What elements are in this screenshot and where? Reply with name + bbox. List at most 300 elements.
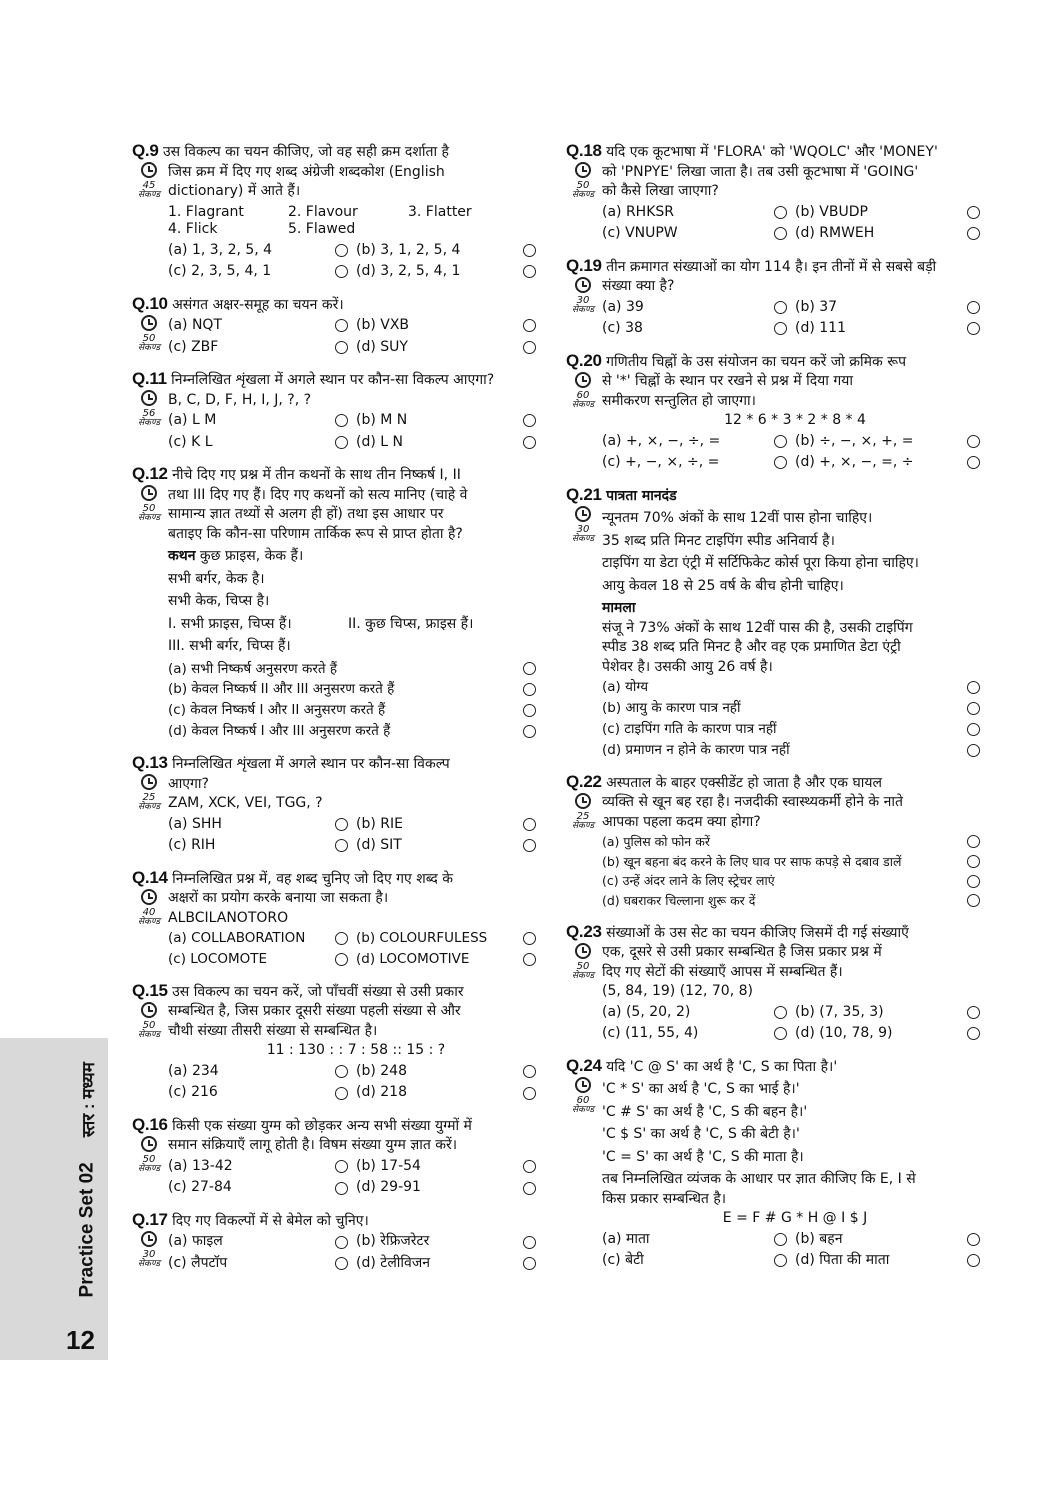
option-b-radio[interactable] xyxy=(523,414,536,427)
question-text: को कैसे लिखा जाएगा? xyxy=(602,183,719,199)
option-c: (c) RIH xyxy=(168,837,216,853)
question-number: Q.23 xyxy=(566,921,602,941)
option-b: (b) 248 xyxy=(356,1062,407,1079)
question-number: Q.19 xyxy=(566,255,602,275)
option-c: (c) लैपटॉप xyxy=(168,1254,228,1271)
question-number: Q.15 xyxy=(132,980,168,1000)
level-tab xyxy=(70,1040,106,1160)
option-b-radio[interactable] xyxy=(523,683,536,696)
option-d-radio[interactable] xyxy=(523,341,536,354)
level-label: स्तर : मध्यम xyxy=(78,1062,98,1138)
stopwatch-icon xyxy=(141,390,157,406)
option-c-radio[interactable] xyxy=(335,436,348,449)
question-text: अक्षरों का प्रयोग करके बनाया जा सकता है। xyxy=(168,890,389,906)
question-number: Q.17 xyxy=(132,1209,168,1229)
question-number: Q.9 xyxy=(132,141,159,160)
time-seconds: 30 xyxy=(576,294,590,306)
option-c: (c) VNUPW xyxy=(602,225,678,241)
option-d: (d) (10, 78, 9) xyxy=(795,1025,893,1041)
option-b: (b) M N xyxy=(356,412,408,428)
option-d: (d) 29-91 xyxy=(356,1179,421,1196)
option-d-radio[interactable] xyxy=(523,839,536,852)
options xyxy=(602,204,988,243)
option-b: (b) COLOURFULESS xyxy=(356,930,488,946)
option-b-radio[interactable] xyxy=(967,206,980,219)
question-text: सम्बन्धित है, जिस प्रकार दूसरी संख्या पहली संख्या से और xyxy=(168,1003,461,1020)
option-d-radio[interactable] xyxy=(523,953,536,966)
time-seconds: 50 xyxy=(142,1153,156,1165)
option-a-radio[interactable] xyxy=(967,681,980,694)
option-c-radio[interactable] xyxy=(335,953,348,966)
timer xyxy=(132,889,166,927)
time-seconds: 50 xyxy=(142,1019,156,1031)
option-d: (d) पिता की माता xyxy=(795,1252,890,1268)
time-seconds: 60 xyxy=(576,389,590,401)
stopwatch-icon xyxy=(575,506,591,522)
stopwatch-icon xyxy=(575,943,591,959)
option-b-radio[interactable] xyxy=(523,244,536,257)
option-a-radio[interactable] xyxy=(523,662,536,675)
stopwatch-icon xyxy=(575,793,591,809)
option-a: (a) पुलिस को फोन करें xyxy=(602,834,710,849)
question-24 xyxy=(566,1055,988,1270)
option-d: (d) RMWEH xyxy=(795,225,875,241)
question-text: किस प्रकार सम्बन्धित है। xyxy=(602,1190,727,1207)
option-c: (c) K L xyxy=(168,433,213,450)
option-d-radio[interactable] xyxy=(967,1254,980,1267)
question-16 xyxy=(132,1114,544,1197)
option-b: (b) (7, 35, 3) xyxy=(795,1003,884,1020)
stopwatch-icon xyxy=(575,372,591,388)
question-text: बताइए कि कौन-सा परिणाम तार्किक रूप से प्राप्त होता है? xyxy=(168,525,463,542)
option-d-radio[interactable] xyxy=(967,744,980,757)
option-b-radio[interactable] xyxy=(523,1160,536,1173)
option-a: (a) +, ×, −, ÷, = xyxy=(602,432,721,449)
option-d-radio[interactable] xyxy=(523,436,536,449)
timer xyxy=(566,943,600,981)
option-b: (b) बहन xyxy=(795,1230,843,1247)
word-item: 4. Flick xyxy=(168,221,218,237)
options xyxy=(168,930,544,968)
option-a: (a) SHH xyxy=(168,815,222,832)
question-text: एक, दूसरे से उसी प्रकार सम्बन्धित है जिस प्रकार प्रश्न में xyxy=(602,944,882,960)
question-13 xyxy=(132,752,544,855)
criterion: आयु केवल 18 से 25 वर्ष के बीच होनी चाहिए। xyxy=(602,577,844,594)
option-c: (c) 27-84 xyxy=(168,1179,232,1196)
word-item: 2. Flavour xyxy=(288,203,358,220)
option-b: (b) आयु के कारण पात्र नहीं xyxy=(602,699,741,716)
timer xyxy=(132,390,166,428)
statement-3: सभी केक, चिप्स है। xyxy=(168,593,270,609)
question-text: तथा III दिए गए हैं। दिए गए कथनों को सत्य मानिए (चाहे वे xyxy=(168,486,468,503)
criterion: 35 शब्द प्रति मिनट टाइपिंग स्पीड अनिवार्य है। xyxy=(602,532,835,549)
left-column xyxy=(132,140,544,1284)
question-number: Q.11 xyxy=(132,369,167,388)
question-text: चौथी संख्या तीसरी संख्या से सम्बन्धित है। xyxy=(168,1022,378,1039)
question-text: व्यक्ति से खून बह रहा है। नजदीकी स्वास्थ्यकर्मी होने के नाते xyxy=(602,794,904,810)
option-c: (c) टाइपिंग गति के कारण पात्र नहीं xyxy=(602,720,777,737)
option-b: (b) 37 xyxy=(795,298,838,315)
stopwatch-icon xyxy=(575,277,591,293)
question-text: आएगा? xyxy=(168,775,209,792)
stopwatch-icon xyxy=(575,162,591,178)
options xyxy=(168,412,544,451)
stopwatch-icon xyxy=(141,162,157,178)
option-d-radio[interactable] xyxy=(967,894,980,907)
options xyxy=(168,1063,544,1102)
option-a: (a) सभी निष्कर्ष अनुसरण करते हैं xyxy=(168,660,337,677)
option-c: (c) ZBF xyxy=(168,338,219,355)
question-22 xyxy=(566,771,988,909)
option-c-radio[interactable] xyxy=(335,341,348,354)
seconds-label: सेकण्ड xyxy=(137,190,161,200)
option-a: (a) L M xyxy=(168,412,217,428)
question-text: से '*' चिह्नों के स्थान पर रखने से प्रश्न में दिया गया xyxy=(602,373,853,389)
option-c-radio[interactable] xyxy=(967,875,980,888)
stopwatch-icon xyxy=(575,1077,591,1093)
letter-series: B, C, D, F, H, I, J, ?, ? xyxy=(168,391,312,408)
option-b-radio[interactable] xyxy=(967,301,980,314)
timer xyxy=(132,774,166,812)
options xyxy=(168,242,544,281)
option-c: (c) बेटी xyxy=(602,1252,644,1268)
question-21 xyxy=(566,484,988,759)
stopwatch-icon xyxy=(141,774,157,790)
option-a: (a) योग्य xyxy=(602,679,649,695)
seconds-label: सेकण्ड xyxy=(137,916,161,927)
option-b-radio[interactable] xyxy=(523,1236,536,1249)
option-d: (d) SIT xyxy=(356,837,402,853)
question-14 xyxy=(132,867,544,968)
option-b: (b) VXB xyxy=(356,317,410,333)
question-text: गणितीय चिह्नों के उस संयोजन का चयन करें जो क्रमिक रूप xyxy=(606,353,907,370)
criterion: टाइपिंग या डेटा एंट्री में सर्टिफिकेट कोर्स पूरा किया होना चाहिए। xyxy=(602,555,919,571)
expression: E = F # G * H @ I $ J xyxy=(722,1210,868,1226)
options xyxy=(602,834,988,909)
option-b-radio[interactable] xyxy=(967,435,980,448)
options xyxy=(602,1004,988,1043)
seconds-label: सेकण्ड xyxy=(137,513,161,523)
option-a-radio[interactable] xyxy=(967,835,980,848)
option-c-radio[interactable] xyxy=(335,265,348,278)
word-item: 3. Flatter xyxy=(408,203,472,220)
conclusion-3: III. सभी बर्गर, चिप्स हैं। xyxy=(168,638,291,654)
question-number: Q.10 xyxy=(132,293,168,313)
given-word: ALBCILANOTORO xyxy=(168,909,289,926)
time-seconds: 50 xyxy=(142,332,156,344)
conclusions xyxy=(168,616,544,634)
question-text: असंगत अक्षर-समूह का चयन करें। xyxy=(172,296,344,313)
options xyxy=(168,1158,544,1197)
timer xyxy=(132,485,166,523)
option-b: (b) VBUDP xyxy=(795,203,868,220)
time-seconds: 45 xyxy=(142,180,156,191)
option-b: (b) RIE xyxy=(356,815,403,832)
option-d-radio[interactable] xyxy=(523,1182,536,1195)
seconds-label: सेकण्ड xyxy=(137,1163,161,1174)
seconds-label: सेकण्ड xyxy=(137,418,161,428)
word-list xyxy=(168,204,544,239)
time-seconds: 60 xyxy=(576,1094,590,1106)
option-b-radio[interactable] xyxy=(967,855,980,868)
option-a-radio[interactable] xyxy=(774,206,787,219)
option-a: (a) COLLABORATION xyxy=(168,930,306,946)
options xyxy=(168,317,544,356)
option-d: (d) टेलीविजन xyxy=(356,1254,431,1271)
option-a: (a) 39 xyxy=(602,298,644,315)
option-d-radio[interactable] xyxy=(523,1257,536,1270)
question-9 xyxy=(132,140,544,281)
time-seconds: 40 xyxy=(142,906,156,918)
question-text: संख्याओं के उस सेट का चयन कीजिए जिसमें दी गई संख्याएँ xyxy=(606,924,909,941)
timer xyxy=(566,277,600,315)
option-c-radio[interactable] xyxy=(774,456,787,469)
seconds-label: सेकण्ड xyxy=(571,190,595,200)
option-c-radio[interactable] xyxy=(335,1182,348,1195)
seconds-label: सेकण्ड xyxy=(571,970,595,981)
question-text: दिए गए सेटों की संख्याएँ आपस में सम्बन्धित हैं। xyxy=(602,963,843,980)
option-d-radio[interactable] xyxy=(967,1027,980,1040)
symbol-definition: 'C = S' का अर्थ है 'C, S की माता है। xyxy=(602,1148,804,1165)
option-c: (c) 38 xyxy=(602,320,643,336)
statement-2: सभी बर्गर, केक है। xyxy=(168,570,265,587)
option-c: (c) LOCOMOTE xyxy=(168,950,268,967)
option-c-radio[interactable] xyxy=(774,227,787,240)
question-text: यदि 'C @ S' का अर्थ है 'C, S का पिता है।' xyxy=(606,1058,838,1075)
case-label: मामला xyxy=(602,600,636,616)
question-text: किसी एक संख्या युग्म को छोड़कर अन्य सभी संख्या युग्मों में xyxy=(172,1117,472,1134)
option-c-radio[interactable] xyxy=(774,322,787,335)
option-a-radio[interactable] xyxy=(774,301,787,314)
timer xyxy=(566,162,600,200)
question-10 xyxy=(132,293,544,357)
equation: 12 * 6 * 3 * 2 * 8 * 4 xyxy=(724,412,866,428)
option-b: (b) ÷, −, ×, +, = xyxy=(795,432,914,449)
option-a: (a) माता xyxy=(602,1230,650,1247)
question-text: दिए गए विकल्पों में से बेमेल को चुनिए। xyxy=(172,1212,369,1229)
question-15 xyxy=(132,980,544,1102)
stopwatch-icon xyxy=(141,1136,157,1152)
page-number: 12 xyxy=(66,1325,95,1355)
option-a: (a) 234 xyxy=(168,1062,219,1079)
question-text: निम्नलिखित शृंखला में अगले स्थान पर कौन-सा विकल्प आएगा? xyxy=(171,372,495,388)
given-sets: (5, 84, 19) (12, 70, 8) xyxy=(602,983,753,999)
timer xyxy=(566,372,600,410)
option-a-radio[interactable] xyxy=(774,435,787,448)
question-number: Q.24 xyxy=(566,1055,602,1075)
option-c-radio[interactable] xyxy=(774,1254,787,1267)
option-d: (d) घबराकर चिल्लाना शुरू कर दें xyxy=(602,892,756,908)
seconds-label: सेकण्ड xyxy=(137,1029,161,1040)
option-a-radio[interactable] xyxy=(335,1065,348,1078)
conclusion-1: I. सभी फ्राइस, चिप्स हैं। xyxy=(168,615,292,632)
option-d-radio[interactable] xyxy=(523,1087,536,1100)
options xyxy=(602,299,988,338)
stopwatch-icon xyxy=(141,315,157,331)
option-d-radio[interactable] xyxy=(523,265,536,278)
question-number: Q.14 xyxy=(132,867,168,887)
options xyxy=(168,1233,544,1272)
question-number: Q.18 xyxy=(566,141,602,160)
statement-text: कुछ फ्राइस, केक हैं। xyxy=(199,548,304,564)
options xyxy=(602,679,988,759)
question-text: जिस क्रम में दिए गए शब्द अंग्रेजी शब्दकोश (English xyxy=(168,163,445,180)
option-d-radio[interactable] xyxy=(967,227,980,240)
option-a: (a) (5, 20, 2) xyxy=(602,1003,691,1020)
option-a-radio[interactable] xyxy=(335,932,348,945)
option-b: (b) 3, 1, 2, 5, 4 xyxy=(356,241,461,258)
option-b-radio[interactable] xyxy=(523,1065,536,1078)
option-c: (c) 216 xyxy=(168,1084,218,1101)
option-b: (b) केवल निष्कर्ष II और III अनुसरण करते हैं xyxy=(168,681,395,698)
timer xyxy=(566,506,600,544)
question-text: निम्नलिखित प्रश्न में, वह शब्द चुनिए जो दिए गए शब्द के xyxy=(172,870,454,887)
seconds-label: सेकण्ड xyxy=(571,1104,595,1115)
option-a-radio[interactable] xyxy=(335,414,348,427)
option-d: (d) LOCOMOTIVE xyxy=(356,950,470,967)
option-b-radio[interactable] xyxy=(967,1006,980,1019)
symbol-definition: 'C * S' का अर्थ है 'C, S का भाई है।' xyxy=(602,1081,800,1097)
question-12 xyxy=(132,463,544,740)
option-d: (d) 218 xyxy=(356,1084,407,1101)
option-a-radio[interactable] xyxy=(335,244,348,257)
option-c-radio[interactable] xyxy=(967,723,980,736)
option-c-radio[interactable] xyxy=(774,1027,787,1040)
case-text: स्पीड 38 शब्द प्रति मिनट है और वह एक प्रमाणित डेटा एंट्री xyxy=(602,639,901,655)
conclusion-2: II. कुछ चिप्स, फ्राइस हैं। xyxy=(348,615,474,632)
seconds-label: सेकण्ड xyxy=(137,342,161,353)
question-text: समान संक्रियाएँ लागू होती है। विषम संख्या युग्म ज्ञात करें। xyxy=(168,1137,458,1154)
options xyxy=(168,816,544,855)
timer xyxy=(566,793,600,831)
option-c: (c) +, −, ×, ÷, = xyxy=(602,454,720,470)
option-d: (d) केवल निष्कर्ष I और III अनुसरण करते हैं xyxy=(168,723,391,740)
statement-label: कथन xyxy=(168,548,196,564)
option-d: (d) 111 xyxy=(795,320,846,336)
seconds-label: सेकण्ड xyxy=(571,399,595,410)
option-a-radio[interactable] xyxy=(774,1006,787,1019)
question-text: यदि एक कूटभाषा में 'FLORA' को 'WQOLC' और 'MONEY' xyxy=(606,144,938,160)
timer xyxy=(566,1077,600,1115)
question-23 xyxy=(566,921,988,1043)
criteria-title: पात्रता मानदंड xyxy=(606,487,677,504)
stopwatch-icon xyxy=(141,485,157,501)
question-text: नीचे दिए गए प्रश्न में तीन कथनों के साथ तीन निष्कर्ष I, II xyxy=(172,467,461,483)
options xyxy=(602,1231,988,1270)
option-c-radio[interactable] xyxy=(523,704,536,717)
option-b-radio[interactable] xyxy=(967,702,980,715)
question-text: अस्पताल के बाहर एक्सीडेंट हो जाता है और एक घायल xyxy=(606,774,882,791)
option-b: (b) 17-54 xyxy=(356,1157,421,1174)
option-a: (a) 13-42 xyxy=(168,1157,233,1174)
seconds-label: सेकण्ड xyxy=(137,802,161,812)
option-c-radio[interactable] xyxy=(335,839,348,852)
time-seconds: 50 xyxy=(576,180,590,191)
practice-set-tab xyxy=(70,1160,106,1300)
option-d-radio[interactable] xyxy=(523,725,536,738)
option-a-radio[interactable] xyxy=(335,1160,348,1173)
option-b-radio[interactable] xyxy=(523,932,536,945)
question-text: आपका पहला कदम क्या होगा? xyxy=(602,813,761,830)
time-seconds: 50 xyxy=(142,503,156,514)
option-d: (d) SUY xyxy=(356,338,408,355)
option-d: (d) L N xyxy=(356,433,403,450)
question-17 xyxy=(132,1209,544,1273)
option-c-radio[interactable] xyxy=(335,1087,348,1100)
question-number: Q.21 xyxy=(566,484,602,504)
timer xyxy=(132,1002,166,1040)
stopwatch-icon xyxy=(141,889,157,905)
option-a: (a) फाइल xyxy=(168,1233,223,1250)
case-text: संजू ने 73% अंकों के साथ 12वीं पास की है, उसकी टाइपिंग xyxy=(602,619,913,636)
option-b-radio[interactable] xyxy=(523,818,536,831)
statement-1 xyxy=(168,548,544,566)
option-a: (a) NQT xyxy=(168,317,222,333)
option-d: (d) प्रमाणन न होने के कारण पात्र नहीं xyxy=(602,741,790,758)
timer xyxy=(132,1136,166,1174)
seconds-label: सेकण्ड xyxy=(571,304,595,315)
criterion: न्यूनतम 70% अंकों के साथ 12वीं पास होना चाहिए। xyxy=(602,510,873,526)
stopwatch-icon xyxy=(141,1002,157,1018)
option-c: (c) केवल निष्कर्ष I और II अनुसरण करते हैं xyxy=(168,702,386,719)
question-number: Q.20 xyxy=(566,350,602,370)
option-d-radio[interactable] xyxy=(967,322,980,335)
option-c: (c) उन्हें अंदर लाने के लिए स्ट्रेचर लाएं xyxy=(602,873,775,889)
question-text: उस विकल्प का चयन कीजिए, जो वह सही क्रम दर्शाता है xyxy=(162,144,449,160)
question-number: Q.16 xyxy=(132,1114,168,1134)
question-number: Q.13 xyxy=(132,753,168,772)
time-seconds: 30 xyxy=(576,523,590,535)
letter-series: ZAM, XCK, VEI, TGG, ? xyxy=(168,795,323,811)
option-b-radio[interactable] xyxy=(967,1233,980,1246)
symbol-definition: 'C # S' का अर्थ है 'C, S की बहन है।' xyxy=(602,1103,808,1120)
number-analogy: 11 : 130 : : 7 : 58 :: 15 : ? xyxy=(266,1042,446,1059)
timer xyxy=(132,315,166,353)
question-20 xyxy=(566,350,988,472)
question-text: को 'PNPYE' लिखा जाता है। तब उसी कूटभाषा में 'GOING' xyxy=(602,163,919,180)
question-text: समीकरण सन्तुलित हो जाएगा। xyxy=(602,392,756,409)
options xyxy=(602,433,988,472)
option-a-radio[interactable] xyxy=(335,818,348,831)
option-a-radio[interactable] xyxy=(335,1236,348,1249)
question-18 xyxy=(566,140,988,243)
stopwatch-icon xyxy=(141,1231,157,1247)
time-seconds: 50 xyxy=(576,960,590,972)
option-d: (d) +, ×, −, =, ÷ xyxy=(795,454,914,470)
timer xyxy=(132,162,166,200)
option-b-radio[interactable] xyxy=(523,319,536,332)
option-a: (a) RHKSR xyxy=(602,203,675,220)
option-d-radio[interactable] xyxy=(967,456,980,469)
word-item: 1. Flagrant xyxy=(168,203,244,220)
question-number: Q.22 xyxy=(566,771,602,791)
time-seconds: 56 xyxy=(142,408,156,419)
option-b: (b) रेफ्रिजरेटर xyxy=(356,1233,430,1250)
question-text: निम्नलिखित शृंखला में अगले स्थान पर कौन-सा विकल्प xyxy=(172,756,450,772)
seconds-label: सेकण्ड xyxy=(137,1258,161,1269)
option-c-radio[interactable] xyxy=(335,1257,348,1270)
question-text: dictionary) में आते हैं। xyxy=(168,183,301,199)
question-text: उस विकल्प का चयन करें, जो पाँचवीं संख्या से उसी प्रकार xyxy=(172,983,464,1000)
option-d: (d) 3, 2, 5, 4, 1 xyxy=(356,263,461,279)
option-c: (c) (11, 55, 4) xyxy=(602,1025,699,1041)
option-b: (b) खून बहना बंद करने के लिए घाव पर साफ कपड़े से दबाव डालें xyxy=(602,853,902,869)
timer xyxy=(132,1231,166,1269)
time-seconds: 25 xyxy=(142,792,156,803)
time-seconds: 30 xyxy=(142,1248,156,1260)
option-a-radio[interactable] xyxy=(335,319,348,332)
option-a-radio[interactable] xyxy=(774,1233,787,1246)
